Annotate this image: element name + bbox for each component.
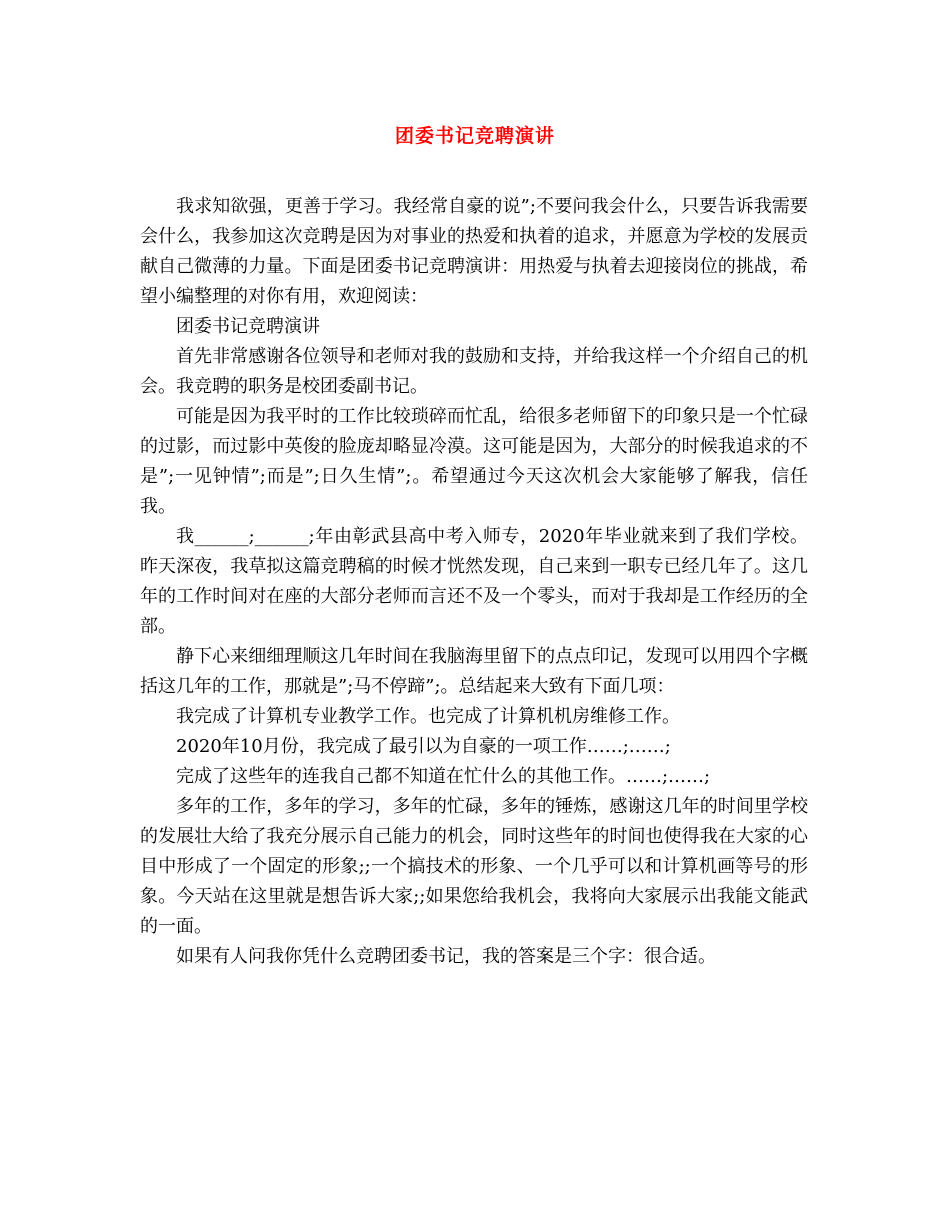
paragraph-conclusion: 如果有人问我你凭什么竞聘团委书记，我的答案是三个字：很合适。 (176, 946, 716, 967)
paragraph-gratitude: 多年的工作，多年的学习，多年的忙碌，多年的锤炼，感谢这几年的时间里学校的发展壮大给了我充分展示自己能力的机会，同时这些年的时间也使得我在大家的心目中形成了一个固定的形象;;一个搞技术的形象、一个几乎可以和计算机画等号的形象。今天站在这里就是想告诉大家;;如果您给我机会，我将向大家展示出我能文能武的一面。 (140, 796, 808, 937)
paragraph-intro: 我求知欲强，更善于学习。我经常自豪的说”;不要问我会什么，只要告诉我需要会什么，我参加这次竞聘是因为对事业的热爱和执着的追求，并愿意为学校的发展贡献自己微薄的力量。下面是团委书记竞聘演讲：用热爱与执着去迎接岗位的挑战，希望小编整理的对你有用，欢迎阅读： (140, 196, 808, 307)
paragraph-thanks: 首先非常感谢各位领导和老师对我的鼓励和支持，并给我这样一个介绍自己的机会。我竞聘的职务是校团委副书记。 (140, 346, 808, 397)
document-title: 团委书记竞聘演讲 (394, 125, 555, 147)
paragraph-work-item-1: 我完成了计算机专业教学工作。也完成了计算机机房维修工作。 (176, 706, 680, 727)
document-body (140, 192, 808, 972)
paragraph-impression: 可能是因为我平时的工作比较琐碎而忙乱，给很多老师留下的印象只是一个忙碌的过影，而过影中英俊的脸庞却略显冷漠。这可能是因为，大部分的时候我追求的不是”;一见钟情”;而是”;日久生情”;。希望通过今天这次机会大家能够了解我，信任我。 (140, 406, 808, 517)
paragraph-work-item-3: 完成了这些年的连我自己都不知道在忙什么的其他工作。……;……; (176, 766, 711, 787)
paragraph-subtitle: 团委书记竞聘演讲 (176, 316, 320, 337)
paragraph-background: 我______;______;年由彰武县高中考入师专，2020年毕业就来到了我们学校。昨天深夜，我草拟这篇竞聘稿的时候才恍然发现，自己来到一职专已经几年了。这几年的工作时间对在座的大部分老师而言还不及一个零头，而对于我却是工作经历的全部。 (140, 526, 808, 637)
paragraph-work-item-2: 2020年10月份，我完成了最引以为自豪的一项工作……;……; (176, 736, 671, 757)
paragraph-reflection: 静下心来细细理顺这几年时间在我脑海里留下的点点印记，发现可以用四个字概括这几年的工作，那就是”;马不停蹄”;。总结起来大致有下面几项： (140, 646, 808, 697)
